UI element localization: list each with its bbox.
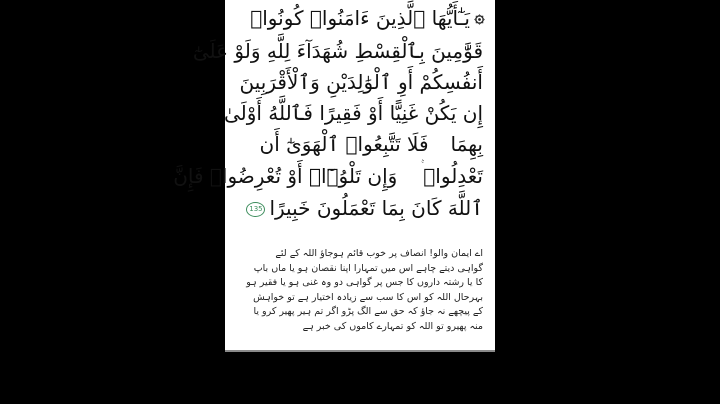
translation-line-6: منہ پھیرو تو اللہ کو تمہارے کاموں کی خبر ہے [302, 320, 483, 332]
translation-line-1: اے ایمان والو! انصاف پر خوب قائم ہوجاؤ اللہ کے لئے [275, 248, 483, 259]
arabic-line-2: قَوَّٰمِينَ بِٱلْقِسْطِ شُهَدَآءَ لِلَّهِ وَلَوْ عَلَىٰٓ [192, 39, 483, 63]
arabic-line-7-text: ٱللَّهَ كَانَ بِمَا تَعْمَلُونَ خَبِيرًا [269, 196, 483, 220]
ayah-number-badge: 135 [246, 202, 265, 217]
arabic-line-6-part-1: تَعْدِلُوا۟ [423, 164, 483, 188]
rub-el-hizb-icon [474, 14, 485, 25]
translation-line-2: گواہی دیتے چاہے اس میں تمہارا اپنا نقصان ہو یا ماں باپ [253, 262, 483, 274]
arabic-line-1 [250, 2, 485, 34]
arabic-line-3: أَنفُسِكُمْ أَوِ ٱلْوَٰلِدَيْنِ وَٱلْأَقْرَبِينَ [239, 70, 483, 94]
arabic-line-5-part-1: بِهِمَا [450, 132, 483, 156]
arabic-line-7 [246, 192, 483, 224]
arabic-line-4: إِن يَكُنْ غَنِيًّا أَوْ فَقِيرًا فَٱللَّهُ أَوْلَىٰ [223, 101, 483, 125]
urdu-translation [239, 247, 483, 334]
translation-line-5: کے پیچھے نہ جاؤ کہ حق سے الگ پڑو اگر تم ہیر پھیر کرو یا [253, 306, 483, 317]
translation-line-4: بہرحال اللہ کو اس کا سب سے زیادہ اختیار ہے تو خواہش [253, 291, 483, 303]
arabic-line-5 [260, 128, 483, 160]
arabic-line-1-text: يَـٰٓأَيُّهَا ٱلَّذِينَ ءَامَنُوا۟ كُونُوا۟ [250, 6, 470, 30]
translation-line-3: کا یا رشتہ داروں کا جس پر گواہی دو وہ غنی ہو یا فقیر ہو [246, 277, 483, 288]
arabic-line-5-part-2: فَلَا تَتَّبِعُوا۟ ٱلْهَوَىٰٓ أَن [259, 132, 429, 156]
arabic-line-6-part-2: وَإِن تَلْوُۥٓا۟ أَوْ تُعْرِضُوا۟ فَإِنَّ [173, 164, 398, 188]
quran-page [173, 0, 495, 352]
arabic-line-6 [173, 160, 483, 192]
